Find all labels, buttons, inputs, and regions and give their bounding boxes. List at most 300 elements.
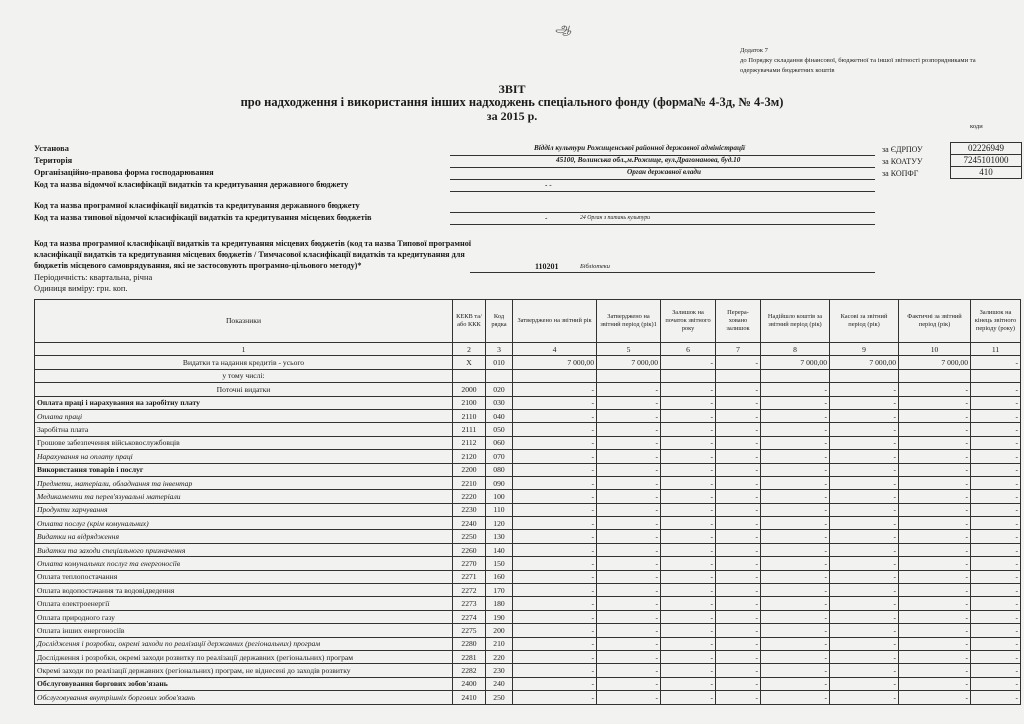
closing-balance-cell bbox=[971, 369, 1021, 382]
kekv-cell: 2273 bbox=[453, 597, 486, 610]
table-header-row bbox=[35, 300, 1021, 343]
approved-period-cell: - bbox=[597, 409, 661, 422]
cash-cell: - bbox=[830, 436, 899, 449]
row-code-cell: 240 bbox=[486, 677, 513, 690]
kekv-cell: X bbox=[453, 356, 486, 369]
row-name: Видатки та надання кредитів - усього bbox=[35, 356, 453, 369]
local-prog-value: Бібліотеки bbox=[580, 263, 610, 270]
actual-cell: - bbox=[899, 624, 971, 637]
received-cell: 7 000,00 bbox=[761, 356, 830, 369]
koatuu-label: за КОАТУУ bbox=[882, 157, 923, 166]
cash-cell: - bbox=[830, 396, 899, 409]
actual-cell: - bbox=[899, 490, 971, 503]
cash-cell: - bbox=[830, 570, 899, 583]
annex-line: до Порядку складання фінансової, бюджетної та іншої звітності розпорядниками та bbox=[740, 57, 976, 64]
row-code-cell: 210 bbox=[486, 637, 513, 650]
typical-class-dash: - bbox=[545, 214, 548, 222]
row-code-cell: 100 bbox=[486, 490, 513, 503]
row-name: Видатки на відрядження bbox=[35, 530, 453, 543]
opening-balance-cell: - bbox=[661, 570, 716, 583]
column-number-row bbox=[35, 343, 1021, 356]
table-row bbox=[35, 383, 1021, 396]
row-name: Оплата електроенергії bbox=[35, 597, 453, 610]
received-cell: - bbox=[761, 543, 830, 556]
approved-year-cell: - bbox=[513, 557, 597, 570]
table-row bbox=[35, 476, 1021, 489]
received-cell: - bbox=[761, 570, 830, 583]
annex-line: Додаток 7 bbox=[740, 47, 768, 54]
approved-year-cell: - bbox=[513, 691, 597, 704]
dept-class-value: - - bbox=[545, 181, 552, 189]
table-row bbox=[35, 409, 1021, 422]
transferred-balance-cell bbox=[716, 369, 761, 382]
row-code-cell: 250 bbox=[486, 691, 513, 704]
kekv-cell: 2281 bbox=[453, 650, 486, 663]
table-row bbox=[35, 597, 1021, 610]
closing-balance-cell: - bbox=[971, 476, 1021, 489]
table-row bbox=[35, 490, 1021, 503]
transferred-balance-cell: - bbox=[716, 637, 761, 650]
kekv-cell bbox=[453, 369, 486, 382]
cash-cell: - bbox=[830, 650, 899, 663]
cash-cell: - bbox=[830, 476, 899, 489]
actual-cell: - bbox=[899, 476, 971, 489]
row-name: Нарахування на оплату праці bbox=[35, 450, 453, 463]
col-number: 9 bbox=[830, 343, 899, 356]
approved-year-cell: - bbox=[513, 597, 597, 610]
row-code-cell: 130 bbox=[486, 530, 513, 543]
kekv-cell: 2250 bbox=[453, 530, 486, 543]
kekv-cell: 2111 bbox=[453, 423, 486, 436]
approved-period-cell: - bbox=[597, 423, 661, 436]
kekv-cell: 2275 bbox=[453, 624, 486, 637]
transferred-balance-cell: - bbox=[716, 664, 761, 677]
table-row bbox=[35, 396, 1021, 409]
prog-class-underline bbox=[450, 212, 875, 213]
row-code-cell: 040 bbox=[486, 409, 513, 422]
received-cell: - bbox=[761, 476, 830, 489]
kekv-cell: 2100 bbox=[453, 396, 486, 409]
transferred-balance-cell: - bbox=[716, 530, 761, 543]
legal-form-underline bbox=[450, 179, 875, 180]
row-code-cell: 120 bbox=[486, 517, 513, 530]
transferred-balance-cell: - bbox=[716, 423, 761, 436]
received-cell: - bbox=[761, 463, 830, 476]
transferred-balance-cell: - bbox=[716, 543, 761, 556]
actual-cell: - bbox=[899, 517, 971, 530]
received-cell: - bbox=[761, 396, 830, 409]
opening-balance-cell: - bbox=[661, 476, 716, 489]
table-row bbox=[35, 423, 1021, 436]
opening-balance-cell: - bbox=[661, 463, 716, 476]
closing-balance-cell: - bbox=[971, 543, 1021, 556]
approved-year-cell: - bbox=[513, 570, 597, 583]
closing-balance-cell: - bbox=[971, 409, 1021, 422]
col-number: 2 bbox=[453, 343, 486, 356]
report-table bbox=[34, 299, 1021, 705]
col-number: 6 bbox=[661, 343, 716, 356]
opening-balance-cell: - bbox=[661, 677, 716, 690]
annex-line: одержувачами бюджетних коштів bbox=[740, 67, 835, 74]
approved-year-cell: - bbox=[513, 436, 597, 449]
opening-balance-cell: - bbox=[661, 356, 716, 369]
closing-balance-cell: - bbox=[971, 530, 1021, 543]
approved-year-cell: - bbox=[513, 383, 597, 396]
closing-balance-cell: - bbox=[971, 637, 1021, 650]
transferred-balance-cell: - bbox=[716, 677, 761, 690]
cash-cell: - bbox=[830, 557, 899, 570]
approved-period-cell: - bbox=[597, 624, 661, 637]
row-code-cell bbox=[486, 369, 513, 382]
cash-cell: 7 000,00 bbox=[830, 356, 899, 369]
kekv-cell: 2112 bbox=[453, 436, 486, 449]
col-header: Надійшло коштів за звітний період (рік) bbox=[761, 300, 830, 343]
received-cell: - bbox=[761, 624, 830, 637]
approved-year-cell: - bbox=[513, 450, 597, 463]
approved-year-cell: - bbox=[513, 396, 597, 409]
cash-cell: - bbox=[830, 383, 899, 396]
opening-balance-cell: - bbox=[661, 450, 716, 463]
row-code-cell: 150 bbox=[486, 557, 513, 570]
kekv-cell: 2120 bbox=[453, 450, 486, 463]
received-cell: - bbox=[761, 423, 830, 436]
kekv-cell: 2000 bbox=[453, 383, 486, 396]
row-code-cell: 140 bbox=[486, 543, 513, 556]
table-row bbox=[35, 624, 1021, 637]
opening-balance-cell: - bbox=[661, 503, 716, 516]
cash-cell bbox=[830, 369, 899, 382]
territory-value: 45100, Волинська обл.,м.Рожище, вул.Драгоманова, буд.10 bbox=[556, 156, 741, 164]
closing-balance-cell: - bbox=[971, 383, 1021, 396]
row-code-cell: 080 bbox=[486, 463, 513, 476]
transferred-balance-cell: - bbox=[716, 557, 761, 570]
row-name: Видатки та заходи спеціального призначення bbox=[35, 543, 453, 556]
received-cell: - bbox=[761, 530, 830, 543]
row-code-cell: 170 bbox=[486, 584, 513, 597]
opening-balance-cell: - bbox=[661, 664, 716, 677]
row-code-cell: 230 bbox=[486, 664, 513, 677]
opening-balance-cell: - bbox=[661, 543, 716, 556]
row-code-cell: 220 bbox=[486, 650, 513, 663]
kekv-cell: 2271 bbox=[453, 570, 486, 583]
approved-period-cell: - bbox=[597, 543, 661, 556]
kopfg-code: 410 bbox=[950, 166, 1022, 179]
transferred-balance-cell: - bbox=[716, 476, 761, 489]
actual-cell: - bbox=[899, 637, 971, 650]
approved-period-cell: - bbox=[597, 691, 661, 704]
row-code-cell: 190 bbox=[486, 610, 513, 623]
row-name: Оплата праці bbox=[35, 409, 453, 422]
opening-balance-cell: - bbox=[661, 637, 716, 650]
typical-class-value: 24 Орган з питань культури bbox=[580, 215, 650, 221]
col-header: Показники bbox=[35, 300, 453, 343]
col-header: Затверджено на звітний період (рік)1 bbox=[597, 300, 661, 343]
table-row bbox=[35, 650, 1021, 663]
col-header: КЕКВ та/або ККК bbox=[453, 300, 486, 343]
approved-period-cell: - bbox=[597, 436, 661, 449]
col-number: 1 bbox=[35, 343, 453, 356]
cash-cell: - bbox=[830, 490, 899, 503]
row-code-cell: 200 bbox=[486, 624, 513, 637]
closing-balance-cell: - bbox=[971, 396, 1021, 409]
approved-period-cell: - bbox=[597, 396, 661, 409]
table-row bbox=[35, 677, 1021, 690]
received-cell: - bbox=[761, 664, 830, 677]
table-row bbox=[35, 584, 1021, 597]
closing-balance-cell: - bbox=[971, 650, 1021, 663]
approved-period-cell: 7 000,00 bbox=[597, 356, 661, 369]
row-name: Оплата послуг (крім комунальних) bbox=[35, 517, 453, 530]
transferred-balance-cell: - bbox=[716, 610, 761, 623]
cash-cell: - bbox=[830, 691, 899, 704]
approved-period-cell: - bbox=[597, 490, 661, 503]
row-name: Предмети, матеріали, обладнання та інвентар bbox=[35, 476, 453, 489]
approved-year-cell: - bbox=[513, 503, 597, 516]
table-row bbox=[35, 610, 1021, 623]
cash-cell: - bbox=[830, 530, 899, 543]
approved-period-cell: - bbox=[597, 383, 661, 396]
actual-cell: - bbox=[899, 530, 971, 543]
table-row bbox=[35, 436, 1021, 449]
actual-cell: - bbox=[899, 597, 971, 610]
approved-year-cell: - bbox=[513, 476, 597, 489]
row-name: Окремі заходи по реалізації державних (регіональних) програм, не віднесені до заходів розвитку bbox=[35, 664, 453, 677]
transferred-balance-cell: - bbox=[716, 570, 761, 583]
closing-balance-cell: - bbox=[971, 691, 1021, 704]
cash-cell: - bbox=[830, 624, 899, 637]
actual-cell: - bbox=[899, 503, 971, 516]
opening-balance-cell: - bbox=[661, 624, 716, 637]
closing-balance-cell: - bbox=[971, 677, 1021, 690]
cash-cell: - bbox=[830, 517, 899, 530]
col-header: Затверджено на звітний рік bbox=[513, 300, 597, 343]
transferred-balance-cell: - bbox=[716, 691, 761, 704]
approved-year-cell: - bbox=[513, 490, 597, 503]
koatuu-code: 7245101000 bbox=[950, 154, 1022, 167]
transferred-balance-cell: - bbox=[716, 597, 761, 610]
actual-cell: - bbox=[899, 396, 971, 409]
kekv-cell: 2282 bbox=[453, 664, 486, 677]
table-row bbox=[35, 557, 1021, 570]
approved-period-cell: - bbox=[597, 463, 661, 476]
approved-year-cell: - bbox=[513, 409, 597, 422]
transferred-balance-cell: - bbox=[716, 383, 761, 396]
received-cell: - bbox=[761, 517, 830, 530]
closing-balance-cell: - bbox=[971, 664, 1021, 677]
opening-balance-cell: - bbox=[661, 557, 716, 570]
actual-cell: - bbox=[899, 610, 971, 623]
col-number: 11 bbox=[971, 343, 1021, 356]
approved-period-cell: - bbox=[597, 450, 661, 463]
row-code-cell: 060 bbox=[486, 436, 513, 449]
kopfg-label: за КОПФГ bbox=[882, 169, 919, 178]
kekv-cell: 2274 bbox=[453, 610, 486, 623]
closing-balance-cell: - bbox=[971, 436, 1021, 449]
table-row bbox=[35, 503, 1021, 516]
actual-cell bbox=[899, 369, 971, 382]
col-header: Перера-ховано залишок bbox=[716, 300, 761, 343]
row-name: Використання товарів і послуг bbox=[35, 463, 453, 476]
cash-cell: - bbox=[830, 637, 899, 650]
approved-period-cell: - bbox=[597, 610, 661, 623]
actual-cell: - bbox=[899, 664, 971, 677]
col-number: 7 bbox=[716, 343, 761, 356]
transferred-balance-cell: - bbox=[716, 409, 761, 422]
cash-cell: - bbox=[830, 423, 899, 436]
edrpou-code: 02226949 bbox=[950, 142, 1022, 155]
table-row bbox=[35, 664, 1021, 677]
local-prog-code: 110201 bbox=[535, 262, 559, 271]
kekv-cell: 2240 bbox=[453, 517, 486, 530]
approved-period-cell: - bbox=[597, 597, 661, 610]
approved-year-cell: - bbox=[513, 584, 597, 597]
handwritten-mark: ஆ bbox=[555, 20, 572, 35]
typical-class-underline bbox=[450, 224, 875, 225]
closing-balance-cell: - bbox=[971, 557, 1021, 570]
opening-balance-cell: - bbox=[661, 584, 716, 597]
opening-balance-cell: - bbox=[661, 383, 716, 396]
prog-class-label: Код та назва програмної класифікації видатків та кредитування державного бюджету bbox=[34, 201, 360, 210]
col-number: 5 bbox=[597, 343, 661, 356]
approved-year-cell: 7 000,00 bbox=[513, 356, 597, 369]
report-title: ЗВІТ bbox=[498, 82, 526, 96]
actual-cell: - bbox=[899, 691, 971, 704]
transferred-balance-cell: - bbox=[716, 356, 761, 369]
kekv-cell: 2230 bbox=[453, 503, 486, 516]
local-prog-label: Код та назва програмної класифікації видатків та кредитування місцевих бюджетів (код та назва Типової програмної класифікації видатків та кредитування місцевих бюджетів / Тимчасової класифікації видатків та кредитування для бюджетів місцевого самоврядування, які не застосовують програмно-цільового методу)* bbox=[34, 239, 472, 270]
cash-cell: - bbox=[830, 664, 899, 677]
institution-label: Установа bbox=[34, 144, 69, 153]
kekv-cell: 2272 bbox=[453, 584, 486, 597]
kekv-cell: 2110 bbox=[453, 409, 486, 422]
cash-cell: - bbox=[830, 450, 899, 463]
received-cell: - bbox=[761, 490, 830, 503]
received-cell: - bbox=[761, 409, 830, 422]
codes-header: коди bbox=[970, 123, 983, 130]
approved-year-cell: - bbox=[513, 677, 597, 690]
col-number: 10 bbox=[899, 343, 971, 356]
approved-period-cell: - bbox=[597, 677, 661, 690]
row-name: Обслуговування внутрішніх боргових зобов'язань bbox=[35, 691, 453, 704]
cash-cell: - bbox=[830, 503, 899, 516]
closing-balance-cell: - bbox=[971, 624, 1021, 637]
opening-balance-cell: - bbox=[661, 409, 716, 422]
closing-balance-cell: - bbox=[971, 490, 1021, 503]
actual-cell: - bbox=[899, 677, 971, 690]
legal-form-label: Організаційно-правова форма господарювання bbox=[34, 168, 214, 177]
closing-balance-cell: - bbox=[971, 570, 1021, 583]
approved-period-cell: - bbox=[597, 530, 661, 543]
approved-year-cell bbox=[513, 369, 597, 382]
kekv-cell: 2260 bbox=[453, 543, 486, 556]
dept-class-label: Код та назва відомчої класифікації видатків та кредитування державного бюджету bbox=[34, 180, 349, 189]
opening-balance-cell bbox=[661, 369, 716, 382]
transferred-balance-cell: - bbox=[716, 584, 761, 597]
approved-year-cell: - bbox=[513, 637, 597, 650]
opening-balance-cell: - bbox=[661, 396, 716, 409]
row-code-cell: 180 bbox=[486, 597, 513, 610]
actual-cell: - bbox=[899, 570, 971, 583]
cash-cell: - bbox=[830, 677, 899, 690]
actual-cell: - bbox=[899, 423, 971, 436]
kekv-cell: 2200 bbox=[453, 463, 486, 476]
table-row bbox=[35, 356, 1021, 369]
opening-balance-cell: - bbox=[661, 650, 716, 663]
received-cell: - bbox=[761, 597, 830, 610]
opening-balance-cell: - bbox=[661, 530, 716, 543]
row-code-cell: 030 bbox=[486, 396, 513, 409]
received-cell: - bbox=[761, 691, 830, 704]
approved-period-cell: - bbox=[597, 517, 661, 530]
approved-year-cell: - bbox=[513, 624, 597, 637]
received-cell: - bbox=[761, 677, 830, 690]
received-cell: - bbox=[761, 450, 830, 463]
transferred-balance-cell: - bbox=[716, 624, 761, 637]
report-period: за 2015 р. bbox=[486, 109, 538, 123]
kekv-cell: 2210 bbox=[453, 476, 486, 489]
row-code-cell: 010 bbox=[486, 356, 513, 369]
closing-balance-cell: - bbox=[971, 517, 1021, 530]
approved-period-cell: - bbox=[597, 570, 661, 583]
actual-cell: - bbox=[899, 650, 971, 663]
opening-balance-cell: - bbox=[661, 423, 716, 436]
cash-cell: - bbox=[830, 597, 899, 610]
row-name: Продукти харчування bbox=[35, 503, 453, 516]
kekv-cell: 2280 bbox=[453, 637, 486, 650]
actual-cell: - bbox=[899, 409, 971, 422]
approved-year-cell: - bbox=[513, 423, 597, 436]
row-code-cell: 160 bbox=[486, 570, 513, 583]
actual-cell: - bbox=[899, 463, 971, 476]
row-name: Оплата теплопостачання bbox=[35, 570, 453, 583]
received-cell: - bbox=[761, 503, 830, 516]
approved-period-cell: - bbox=[597, 503, 661, 516]
cash-cell: - bbox=[830, 543, 899, 556]
approved-period-cell: - bbox=[597, 664, 661, 677]
opening-balance-cell: - bbox=[661, 691, 716, 704]
transferred-balance-cell: - bbox=[716, 517, 761, 530]
row-name: Заробітна плата bbox=[35, 423, 453, 436]
closing-balance-cell: - bbox=[971, 356, 1021, 369]
table-row bbox=[35, 517, 1021, 530]
transferred-balance-cell: - bbox=[716, 436, 761, 449]
row-code-cell: 070 bbox=[486, 450, 513, 463]
received-cell: - bbox=[761, 610, 830, 623]
row-name: Оплата комунальних послуг та енергоносіїв bbox=[35, 557, 453, 570]
edrpou-label: за ЄДРПОУ bbox=[882, 145, 923, 154]
received-cell: - bbox=[761, 436, 830, 449]
table-row bbox=[35, 450, 1021, 463]
row-name: Поточні видатки bbox=[35, 383, 453, 396]
local-prog-underline bbox=[470, 272, 875, 273]
periodicity-label: Періодичність: квартальна, річна bbox=[34, 273, 153, 282]
table-row bbox=[35, 570, 1021, 583]
col-header: Залишок на початок звітного року bbox=[661, 300, 716, 343]
approved-year-cell: - bbox=[513, 530, 597, 543]
actual-cell: - bbox=[899, 543, 971, 556]
closing-balance-cell: - bbox=[971, 610, 1021, 623]
approved-year-cell: - bbox=[513, 664, 597, 677]
row-name: Медикаменти та перев'язувальні матеріали bbox=[35, 490, 453, 503]
col-header: Код рядка bbox=[486, 300, 513, 343]
col-header: Касові за звітний період (рік) bbox=[830, 300, 899, 343]
kekv-cell: 2270 bbox=[453, 557, 486, 570]
col-number: 8 bbox=[761, 343, 830, 356]
transferred-balance-cell: - bbox=[716, 463, 761, 476]
actual-cell: - bbox=[899, 584, 971, 597]
report-subtitle: про надходження і використання інших надходжень спеціального фонду (форма№ 4-3д, № 4-3м) bbox=[240, 95, 784, 109]
opening-balance-cell: - bbox=[661, 517, 716, 530]
